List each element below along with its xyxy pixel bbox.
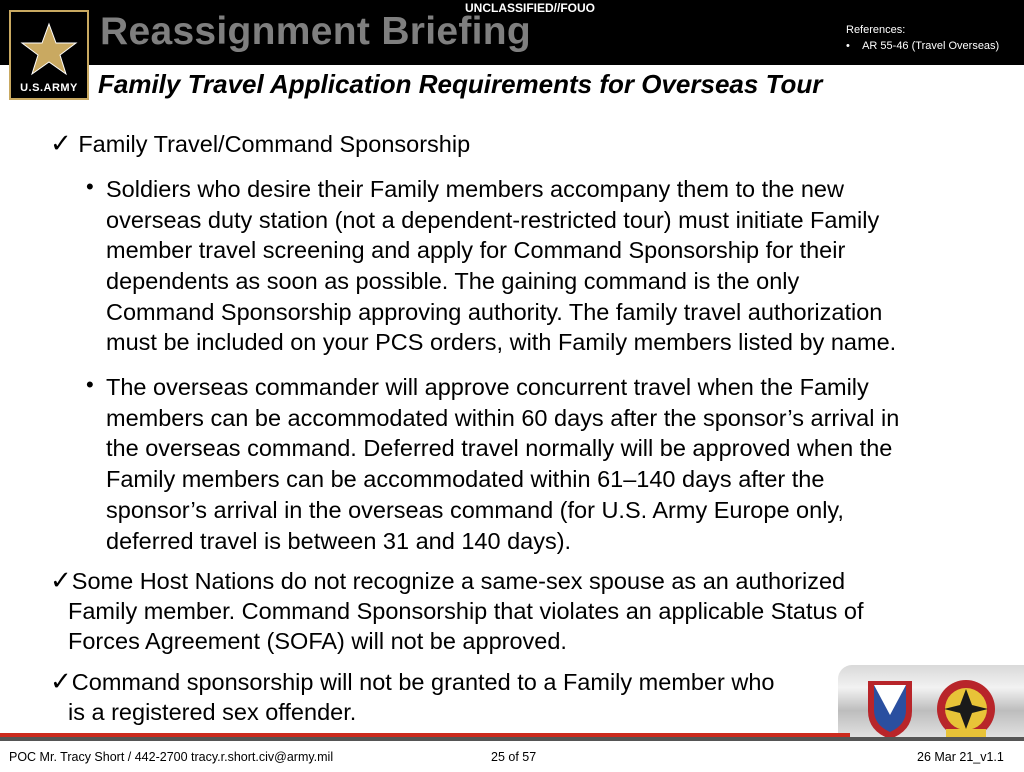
item3-line: is a registered sex offender.	[68, 699, 357, 725]
bullet-icon: •	[86, 372, 94, 397]
bullet2-line: sponsor’s arrival in the overseas command (for U.S. Army Europe only,	[106, 497, 844, 523]
bullet1-line: Command Sponsorship approving authority. The family travel authorization	[106, 299, 883, 325]
army-star-icon	[17, 18, 81, 80]
unit-insignia-graphics	[838, 665, 1024, 741]
footer-version: 26 Mar 21_v1.1	[917, 750, 1004, 764]
classification-label: UNCLASSIFIED//FOUO	[464, 1, 595, 15]
references-item: • AR 55-46 (Travel Overseas)	[846, 40, 1000, 52]
bullet1-line: overseas duty station (not a dependent-restricted tour) must initiate Family	[106, 207, 880, 233]
army-logo	[9, 10, 89, 100]
check-item-host-nations: ✓Some Host Nations do not recognize a same-sex spouse as an authorized	[50, 565, 846, 595]
unit-logos-panel	[838, 665, 1024, 741]
materiel-command-shield-icon	[868, 681, 912, 739]
check-item-family-travel: ✓ Family Travel/Command Sponsorship	[50, 128, 471, 158]
footer-page-number: 25 of 57	[491, 750, 537, 764]
bullet1-line: must be included on your PCS orders, with Family members listed by name.	[106, 329, 897, 355]
footer-poc: POC Mr. Tracy Short / 442-2700 tracy.r.short.civ@army.mil	[9, 750, 334, 764]
page-title: Reassignment Briefing	[100, 10, 532, 53]
bullet2-line: deferred travel is between 31 and 140 days).	[106, 528, 572, 554]
bullet1-line: member travel screening and apply for Command Sponsorship for their	[106, 237, 846, 263]
bullet1-line: dependents as soon as possible. The gaining command is the only	[106, 268, 800, 294]
item2-line: Forces Agreement (SOFA) will not be approved.	[68, 628, 567, 654]
references-label: References:	[846, 24, 906, 36]
logo-text: U.S.ARMY	[20, 82, 78, 94]
bullet2-line: Family members can be accommodated within 61–140 days after the	[106, 466, 825, 492]
check-item-sex-offender: ✓Command sponsorship will not be granted to a Family member who	[50, 666, 775, 696]
bullet2-line: members can be accommodated within 60 days after the sponsor’s arrival in	[106, 405, 900, 431]
page-subtitle: Family Travel Application Requirements for Overseas Tour	[98, 69, 823, 99]
checkmark-icon: ✓	[50, 666, 72, 696]
checkmark-icon: ✓	[50, 565, 72, 595]
bullet2-line: the overseas command. Deferred travel normally will be approved when the	[106, 435, 893, 461]
bullet1-line: Soldiers who desire their Family members accompany them to the new	[106, 176, 844, 202]
references-block	[846, 22, 999, 54]
support-crest-icon	[937, 680, 995, 738]
checkmark-icon: ✓	[50, 128, 72, 158]
bullet2-line: The overseas commander will approve concurrent travel when the Family	[106, 374, 869, 400]
bullet-icon: •	[86, 174, 94, 199]
item2-line: Family member. Command Sponsorship that violates an applicable Status of	[68, 598, 864, 624]
